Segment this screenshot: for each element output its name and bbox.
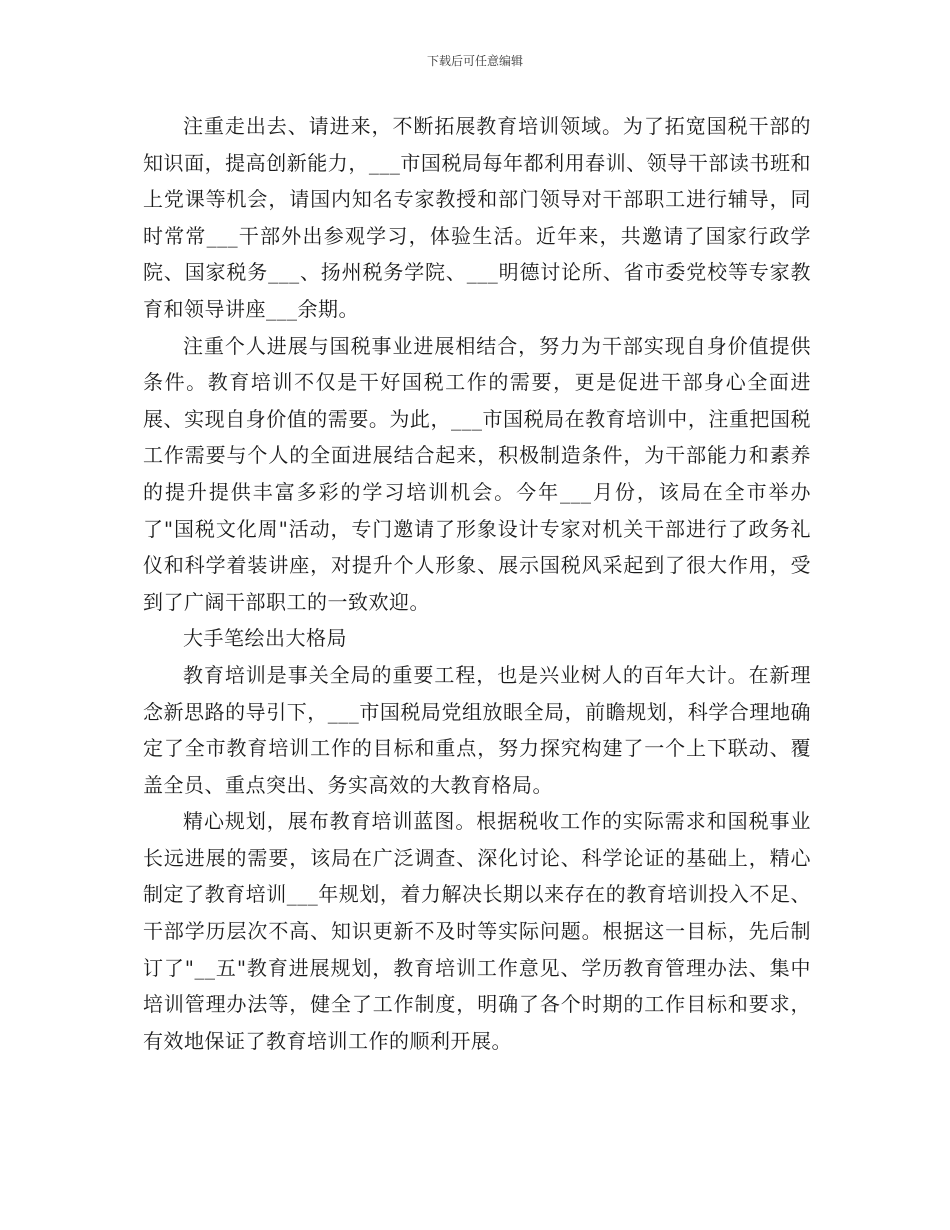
paragraph-education-pattern: 教育培训是事关全局的重要工程，也是兴业树人的百年大计。在新理念新思路的导引下，___市国税局党组放眼全局，前瞻规划，科学合理地确定了全市教育培训工作的目标和重点，努力探究构建了一个上下联动、覆盖全员、重点突出、务实高效的大教育格局。 <box>143 662 811 797</box>
paragraph-outreach: 注重走出去、请进来，不断拓展教育培训领域。为了拓宽国税干部的知识面，提高创新能力，___市国税局每年都利用春训、领导干部读书班和上党课等机会，请国内知名专家教授和部门领导对干部职工进行辅导，同时常常___干部外出参观学习，体验生活。近年来，共邀请了国家行政学院、国家税务___、扬州税务学院、___明德讨论所、省市委党校等专家教育和领导讲座___余期。 <box>143 114 811 321</box>
document-body <box>143 108 811 1059</box>
paragraph-planning: 精心规划，展布教育培训蓝图。根据税收工作的实际需求和国税事业长远进展的需要，该局在广泛调查、深化讨论、科学论证的基础上，精心制定了教育培训___年规划，着力解决长期以来存在的教育培训投入不足、干部学历层次不高、知识更新不及时等实际问题。根据这一目标，先后制订了"__五"教育进展规划，教育培训工作意见、学历教育管理办法、集中培训管理办法等，健全了工作制度，明确了各个时期的工作目标和要求，有效地保证了教育培训工作的顺利开展。 <box>143 809 811 1053</box>
section-heading: 大手笔绘出大格局 <box>183 626 347 651</box>
page-header: 下载后可任意编辑 <box>426 54 523 68</box>
paragraph-personal-development: 注重个人进展与国税事业进展相结合，努力为干部实现自身价值提供条件。教育培训不仅是干好国税工作的需要，更是促进干部身心全面进展、实现自身价值的需要。为此，___市国税局在教育培训中，注重把国税工作需要与个人的全面进展结合起来，积极制造条件，为干部能力和素养的提升提供丰富多彩的学习培训机会。今年___月份，该局在全市举办了"国税文化周"活动，专门邀请了形象设计专家对机关干部进行了政务礼仪和科学着装讲座，对提升个人形象、展示国税风采起到了很大作用，受到了广阔干部职工的一致欢迎。 <box>143 333 811 614</box>
